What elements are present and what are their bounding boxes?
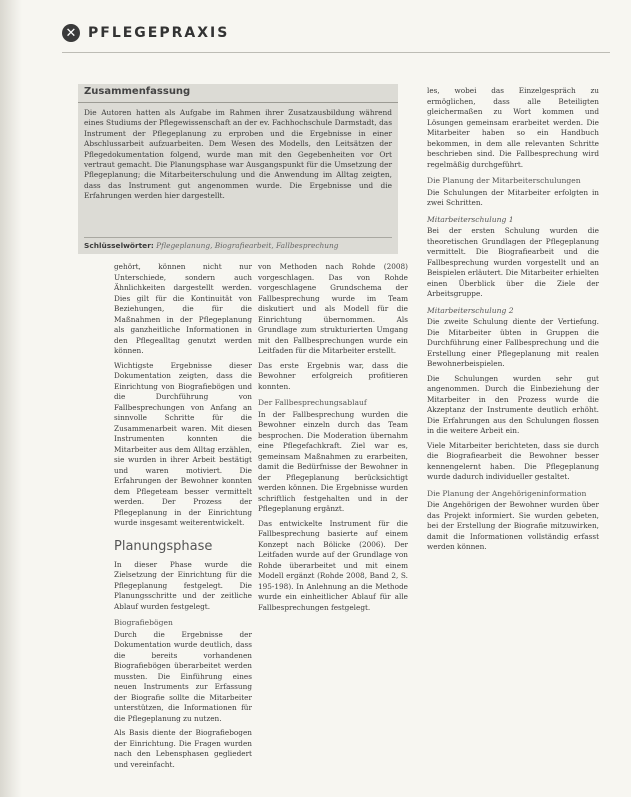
- summary-keywords: [84, 237, 392, 251]
- journal-title: PFLEGEPRAXIS: [88, 25, 230, 41]
- section-heading-planungsphase: Planungsphase: [114, 538, 213, 554]
- summary-title: Zusammenfassung: [84, 86, 191, 97]
- paragraph: In der Fallbesprechung wurden die Bewohner einzeln durch das Team besprochen. Die Moderation übernahm eine Pflegefachkraft. Ziel war es, gemeinsam Maßnahmen zu erarbeiten, damit die Bedürfnisse der Bewohner in der Pflegeplanung berücksichtigt werden können. Die Ergebnisse wurden schriftlich festgehalten und in der Pflegeplanung ergänzt.: [258, 409, 408, 513]
- keywords-value: Pflegeplanung, Biografiearbeit, Fallbesprechung: [156, 241, 339, 250]
- paragraph: les, wobei das Einzelgespräch zu ermöglichen, dass alle Beteiligten gleichermaßen zu Wort kommen und Lösungen gemeinsam erarbeitet werden. Die Mitarbeiter haben so ein Handbuch bekommen, in dem alle relevanten Schritte beschrieben sind. Die Fallbesprechung wird regelmäßig durchgeführt.: [427, 86, 599, 169]
- paragraph: gehört, können nicht nur Unterschiede, sondern auch Ähnlichkeiten dargestellt werden. Dies gilt für die Kontinuität von Beziehungen, die für die Maßnahmen in der Pflegeplanung als ganzheitliche Informationen in den Pflegealltag genutzt werden können.: [114, 262, 252, 355]
- paragraph: Die Schulungen wurden sehr gut angenommen. Durch die Einbeziehung der Mitarbeiter in den Prozess wurde die Akzeptanz der Instrumente deutlich erhöht. Die Erfahrungen aus den Schulungen flossen in die weitere Arbeit ein.: [427, 373, 599, 435]
- paragraph: In dieser Phase wurde die Zielsetzung der Einrichtung für die Pflegeplanung festgelegt. Die Planungsschritte und der zeitliche Ablauf wurden festgelegt.: [114, 559, 252, 611]
- paragraph: Die Schulungen der Mitarbeiter erfolgten in zwei Schritten.: [427, 187, 599, 207]
- subheading-angehoerigeninformation: Die Planung der Angehörigeninformation: [427, 488, 587, 498]
- paragraph: Viele Mitarbeiter berichteten, dass sie durch die Biografiearbeit die Bewohner besser kennengelernt haben. Die Pflegeplanung wurde dadurch individueller gestaltet.: [427, 440, 599, 481]
- summary-text: Die Autoren hatten als Aufgabe im Rahmen ihrer Zusatzausbildung während eines Studiums der Pflegewissenschaft an der ev. Fachhochschule Darmstadt, das Instrument der Pflegeplanung zu erproben und die Ergebnisse in einer Abschlussarbeit aufzuarbeiten. Dem Wesen des Modells, den Leitsätzen der Pflegedokumentation folgend, wurde man mit den Gegebenheiten vor Ort vertraut gemacht. Die Planungsphase war Ausgangspunkt für die Umsetzung der Pflegeplanung; die Mitarbeiterschulung und die Anwendung im Alltag zeigten, dass das Instrument gut angenommen wurde. Die Ergebnisse und die Erfahrungen werden hier dargestellt.: [84, 108, 392, 201]
- text-column-3: [427, 86, 599, 557]
- text-column-1: [114, 262, 252, 774]
- paragraph: Bei der ersten Schulung wurden die theoretischen Grundlagen der Pflegeplanung vermittelt. Die Biografiearbeit und die Fallbesprechung wurden vorgestellt und an Beispielen erläutert. Die Mitarbeiter erhielten einen Überblick über die Ziele der Arbeitsgruppe.: [427, 226, 599, 298]
- header-rule: [62, 52, 610, 53]
- subheading-mitarbeiterschulungen: Die Planung der Mitarbeiterschulungen: [427, 176, 581, 185]
- subheading-schulung-2: Mitarbeiterschulung 2: [427, 305, 514, 315]
- paragraph: Die zweite Schulung diente der Vertiefung. Die Mitarbeiter übten in Gruppen die Durchführung einer Fallbesprechung und die Erstellung einer Pflegeplanung mit realen Bewohnerbeispielen.: [427, 317, 599, 368]
- subheading-biografieboegen: Biografiebögen: [114, 618, 173, 627]
- journal-logo-icon: ✕: [62, 24, 80, 42]
- paragraph: Die Angehörigen der Bewohner wurden über das Projekt informiert. Sie wurden gebeten, bei der Erstellung der Biografie mitzuwirken, damit die Informationen vollständig erfasst werden können.: [427, 500, 599, 551]
- text-column-2: [258, 262, 408, 617]
- paragraph: Als Basis diente der Biografiebogen der Einrichtung. Die Fragen wurden nach den Lebensphasen gegliedert und vereinfacht.: [114, 728, 252, 769]
- paragraph: Durch die Ergebnisse der Dokumentation wurde deutlich, dass die bereits vorhandenen Biografiebögen überarbeitet werden mussten. Die Einführung eines neuen Instruments zur Erfassung der Biografie sollte die Mitarbeiter unterstützen, die Informationen für die Pflegeplanung zu nutzen.: [114, 629, 252, 723]
- paragraph: Wichtigste Ergebnisse dieser Dokumentation zeigten, dass die Einrichtung von Biografiebögen und die Durchführung von Fallbesprechungen von Anfang an sinnvolle Schritte für die Zusammenarbeit waren. Mit diesen Instrumenten konnten die Mitarbeiter aus dem Alltag erzählen, sie wurden in ihrer Arbeit bestätigt und waren motiviert. Die Erfahrungen der Bewohner konnten dem Pflegeteam besser vermittelt werden. Der Prozess der Pflegeplanung in der Einrichtung wurde insgesamt weiterentwickelt.: [114, 360, 252, 527]
- page-header: [62, 24, 229, 42]
- subheading-fallbesprechungsablauf: Der Fallbesprechungsablauf: [258, 398, 367, 407]
- paragraph: von Methoden nach Rohde (2008) vorgeschlagen. Das von Rohde vorgeschlagene Grundschema der Fallbesprechung wurde im Team diskutiert und als Modell für die Einrichtung übernommen. Als Grundlage zum strukturierten Umgang mit den Fallbesprechungen wurde ein Leitfaden für die Mitarbeiter erstellt.: [258, 262, 408, 355]
- paragraph: Das erste Ergebnis war, dass die Bewohner erfolgreich profitieren konnten.: [258, 360, 408, 391]
- keywords-label: Schlüsselwörter:: [84, 241, 154, 250]
- page-spine-shadow: [0, 0, 22, 797]
- subheading-schulung-1: Mitarbeiterschulung 1: [427, 214, 514, 224]
- paragraph: Das entwickelte Instrument für die Fallbesprechung basierte auf einem Konzept nach Bölicke (2006). Der Leitfaden wurde auf der Grundlage von Rohde überarbeitet und mit einem Modell ergänzt (Rohde 2008, Band 2, S. 195-198). In Anlehnung an die Methode wurde ein einheitlicher Ablauf für alle Fallbesprechungen festgelegt.: [258, 518, 408, 612]
